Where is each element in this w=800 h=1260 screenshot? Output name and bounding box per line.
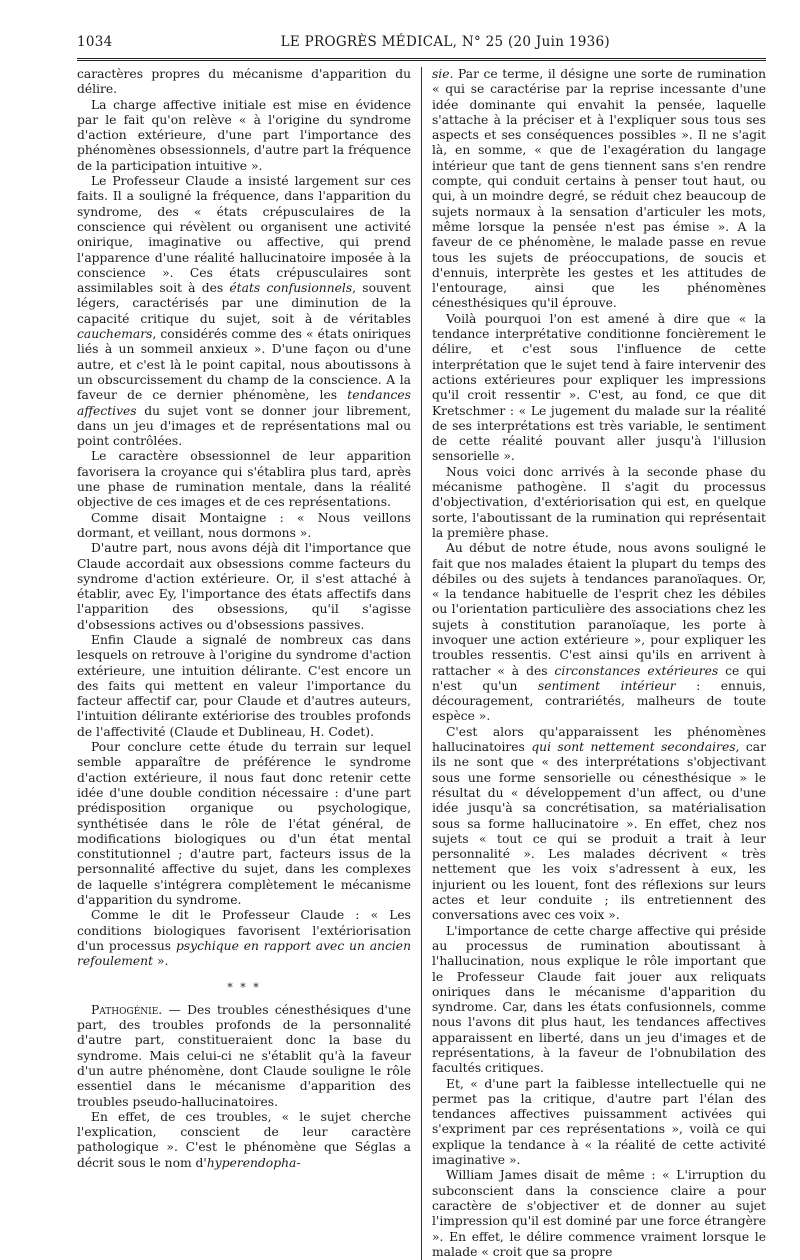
text-run: Le Professeur Claude a insisté largement sur ces faits. Il a souligné la fréquence, dans l'apparition du syndrome, des « états crépusculaires de la conscience qui révèlent ou organisent une activité onirique, imaginative ou affective, qui prend l'apparence d'une réalité hallucinatoire imposée à la conscience ». Ces états crépusculaires sont assimilables soit à des [77, 174, 411, 296]
paragraph: Comme disait Montaigne : « Nous veillons dormant, et veillant, nous dormons ». [77, 510, 411, 540]
italic-run: psychique en rapport avec un ancien refoulement [77, 938, 411, 969]
italic-run: tendances affectives [77, 388, 411, 418]
running-header [77, 34, 766, 58]
journal-title: LE PROGRÈS MÉDICAL, N° 25 (20 Juin 1936) [280, 34, 610, 50]
text-run: Comme le dit le Professeur Claude : « Les conditions biologiques favorisent l'extériorisation d'un processus [77, 908, 411, 953]
paragraph: L'importance de cette charge affective qui préside au processus de rumination aboutissant à l'hallucination, nous explique le rôle important que le Professeur Claude fait jouer aux reliquats oniriques dans le mécanisme d'apparition du syndrome. Car, dans les états confusionnels, comme nous l'avons dit plus haut, les tendances affectives apparaissent en liberté, dans un jeu d'images et de représentations, à la faveur de l'obnubilation des facultés critiques. [432, 923, 766, 1076]
text-run: . Par ce terme, il désigne une sorte de rumination « qui se caractérise par la reprise incessante d'une idée dominante qui envahit la pensée, laquelle s'attache à la préciser et à l'expliquer sous tous ses aspects et ses conséquences possibles ». Il ne s'agit là, en somme, « que de l'exagération du langage intérieur que tant de gens tiennent sans s'en rendre compte, qui conduit certains à penser tout haut, ou qui, à un moindre degré, se réduit chez beaucoup de sujets normaux à la sensation d'articuler les mots, même lorsque la pensée n'est pas émise ». A la faveur de ce phénomène, le malade passe en revue tous les sujets de préoccupations, de soucis et d'ennuis, interprète les gestes et les attitudes de l'entourage, ainsi que les phénomènes cénesthésiques qu'il éprouve. [432, 67, 766, 311]
section-heading: Pathogénie. [91, 1002, 163, 1017]
italic-run: hyperendopha- [206, 1155, 301, 1170]
left-column [77, 67, 411, 1260]
paragraph: Le caractère obsessionnel de leur apparition favorisera la croyance qui s'établira plus tard, après une phase de rumination mentale, dans la réalité objective de ces images et de ces représentations. [77, 449, 411, 510]
paragraph: Nous voici donc arrivés à la seconde phase du mécanisme pathogène. Il s'agit du processus d'objectivation, d'extériorisation qui est, en quelque sorte, l'aboutissant de la rumination qui représentait la première phase. [432, 464, 766, 540]
paragraph: Et, « d'une part la faiblesse intellectuelle qui ne permet pas la critique, d'autre part l'élan des tendances affectives puissamment activées qui s'expriment par ces représentations », voilà ce qui explique la tendance à « la réalité de cette activité imaginative ». [432, 1076, 766, 1168]
text-run: Au début de notre étude, nous avons souligné le fait que nos malades étaient la plupart du temps des débiles ou des sujets à tendances paranoïaques. Or, « la tendance habituelle de l'esprit chez les débiles ou l'orientation particulière des associations chez les sujets à constitution paranoïaque, les porte à invoquer une action extérieure », pour expliquer les troubles ressentis. C'est ainsi qu'ils en arrivent à rattacher « à des [432, 541, 766, 678]
text-run: — Des troubles cénesthésiques d'une part, des troubles profonds de la personnalité d'autre part, constitueraient donc la base du syndrome. Mais celui-ci ne s'établit qu'à la faveur d'un autre phénomène, dont Claude souligne le rôle essentiel dans le mécanisme d'apparition des troubles pseudo-hallucinatoires. [77, 1002, 411, 1109]
text-run: , souvent légers, caractérisés par une diminution de la capacité critique du sujet, soit à de véritables [77, 281, 411, 326]
text-run: du sujet vont se donner jour librement, dans un jeu d'images et de représentations mal ou point contrôlées. [77, 403, 411, 449]
paragraph: La charge affective initiale est mise en évidence par le fait qu'on relève « à l'origine du syndrome d'action extérieure, d'une part l'importance des phénomènes obsessionnels, d'autre part la fréquence de la participation intuitive ». [77, 97, 411, 173]
paragraph [77, 1110, 411, 1171]
page-number: 1034 [77, 34, 113, 50]
section-separator: * * * [227, 980, 261, 994]
paragraph [432, 541, 766, 725]
paragraph: William James disait de même : « L'irruption du subconscient dans la conscience claire a pour caractère de s'objectiver et de donner au sujet l'impression qu'il est dominé par une force étrangère ». En effet, le délire commence vraiment lorsque le malade « croit que sa propre [432, 1168, 766, 1259]
paragraph [77, 908, 411, 969]
paragraph [77, 174, 411, 449]
paragraph: Enfin Claude a signalé de nombreux cas dans lesquels on retrouve à l'origine du syndrome d'action extérieure, une intuition délirante. C'est encore un des faits qui mettent en valeur l'importance du facteur affectif car, pour Claude et d'autres auteurs, l'intuition délirante extériorise des troubles profonds de l'affectivité (Claude et Dublineau, H. Codet). [77, 632, 411, 739]
header-rule [77, 58, 766, 59]
column-divider [421, 67, 422, 1260]
paragraph: Voilà pourquoi l'on est amené à dire que « la tendance interprétative conditionne foncièrement le délire, et c'est sous l'influence de cette interprétation que le sujet tend à faire intervenir des actions extérieures pour expliquer les impressions qu'il croit ressentir ». C'est, au fond, ce que dit Kretschmer : « Le jugement du malade sur la réalité de ses interprétations est très variable, le sentiment de cette réalité pouvant aller jusqu'à l'illusion sensorielle ». [432, 311, 766, 464]
text-run: , considérés comme des « états oniriques liés à un sommeil anxieux ». D'une façon ou d'une autre, et c'est là le point capital, nous aboutissons à un obscurcissement du champ de la conscience. A la faveur de ce dernier phénomène, les [77, 327, 411, 403]
columns [77, 67, 766, 1260]
italic-run: cauchemars [77, 327, 153, 342]
paragraph: caractères propres du mécanisme d'apparition du délire. [77, 67, 411, 97]
text-run: : ennuis, découragement, contrariétés, malheurs de toute espèce ». [432, 678, 766, 724]
text-run: ce qui n'est qu'un [432, 663, 766, 693]
text-run: , car ils ne sont que « des interprétations s'objectivant sous une forme sensorielle ou cénesthésique » le résultat du « développement d'un affect, ou d'une idée jusqu'à sa concrétisation, sa matérialisation sous sa forme hallucinatoire ». En effet, chez nos sujets « tout ce qui se produit a trait à leur personnalité ». Les malades décrivent « très nettement que les voix s'adressent à eux, les injurient ou les louent, font des réflexions sur leurs actes et leur conduite ; ils entretiennent des conversations avec ces voix ». [432, 740, 766, 923]
paragraph [432, 725, 766, 924]
text-run: C'est alors qu'apparaissent les phénomènes hallucinatoires [432, 724, 766, 755]
paragraph [432, 67, 766, 312]
header-rule-thin [77, 60, 766, 61]
text-run: En effet, de ces troubles, « le sujet cherche l'explication, conscient de leur caractère pathologique ». C'est le phénomène que Séglas a décrit sous le nom d' [77, 1109, 411, 1170]
italic-run: qui sont nettement secondaires [531, 740, 736, 755]
paragraph: D'autre part, nous avons déjà dit l'importance que Claude accordait aux obsessions comme facteurs du syndrome d'action extérieure. Or, il s'est attaché à établir, avec Ey, l'importance des états affectifs dans l'apparition des obsessions, qu'il s'agisse d'obsessions actives ou d'obsessions passives. [77, 541, 411, 632]
paragraph [77, 1003, 411, 1110]
italic-run: états confusionnels [229, 281, 353, 296]
text-run: ». [153, 954, 169, 969]
paragraph: Pour conclure cette étude du terrain sur lequel semble apparaître de préférence le syndrome d'action extérieure, il nous faut donc retenir cette idée d'une double condition nécessaire : d'une part prédisposition organique ou psychologique, synthétisée dans le rôle de l'état général, de modifications biologiques ou d'un état mental constitutionnel ; d'autre part, facteurs issus de la personnalité affective du sujet, dans les complexes de laquelle s'intégrera complètement le mécanisme d'apparition du syndrome. [77, 740, 411, 908]
italic-run: sie [432, 67, 450, 81]
right-column [432, 67, 766, 1260]
italic-run: circonstances extérieures [554, 663, 719, 678]
italic-run: sentiment intérieur [537, 678, 676, 693]
